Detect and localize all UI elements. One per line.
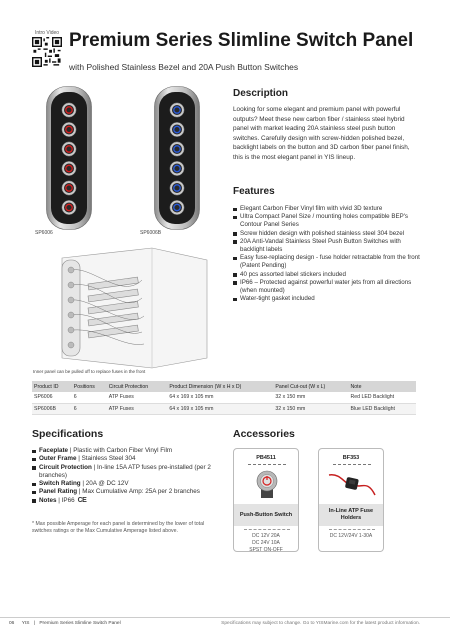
push-button-switch-icon <box>255 470 279 500</box>
feature-item: Easy fuse-replacing design - fuse holder retractable from the front (Patent Pending) <box>233 254 423 270</box>
spec-value: Stainless Steel 304 <box>81 455 136 463</box>
page-number: 06 <box>9 621 15 626</box>
footer-title: Premium Series Slimline Switch Panel <box>39 621 121 626</box>
intro-video-qr[interactable] <box>32 30 62 72</box>
features-list <box>233 205 423 303</box>
table-cell: Red LED Backlight <box>349 392 417 403</box>
spec-label: Faceplate <box>39 447 69 454</box>
footer-brand: YIS <box>21 621 30 626</box>
spec-item: Circuit Protection | In-line 15A ATP fuses pre-installed (per 2 branches) <box>32 464 222 481</box>
table-row <box>32 392 416 403</box>
table-header-row <box>32 381 416 392</box>
table-header-cell: Product Dimension (W x H x D) <box>167 381 273 392</box>
spec-item: Notes | IP66 CE <box>32 497 222 505</box>
spec-value: Max Cumulative Amp: 25A per 2 branches <box>82 488 200 496</box>
feature-item: IP66 – Protected against powerful water jets from all directions (when mounted) <box>233 279 423 295</box>
accessory-card-pushbutton[interactable] <box>233 448 299 552</box>
feature-item: Elegant Carbon Fiber Vinyl film with vivid 3D texture <box>233 205 423 213</box>
footer-bar: | <box>33 621 36 626</box>
specifications-heading: Specifications <box>32 428 104 440</box>
specifications-note: * Max possible Amperage for each panel is determined by the lower of total switches ratings or the Max Cumulative Amperage listed above. <box>32 521 205 535</box>
feature-item: Screw hidden design with polished stainless steel 304 bezel <box>233 230 423 238</box>
accessory-name: In-Line ATP Fuse Holders <box>319 504 383 526</box>
product-table <box>32 381 416 415</box>
description-text: Looking for some elegant and premium panel with powerful outputs? Meet these new carbon fiber / stainless steel hybrid panel with market leading 20A stainless steel push button switches. Carefully design with screw-hidden polished bezel, backlight labels on the button and 3D carbon fiber panel finish, this is the most elegant panel in YIS lineup. <box>233 106 410 161</box>
spec-value: 20A @ DC 12V <box>85 480 129 488</box>
accessory-spec-line: DC 12V 20A <box>252 533 280 539</box>
accessory-code: BF353 <box>342 455 360 461</box>
feature-item: 20A Anti-Vandal Stainless Steel Push Button Switches with backlight labels <box>233 238 423 254</box>
table-header-cell: Product ID <box>32 381 72 392</box>
qr-code-icon <box>32 37 62 67</box>
table-cell: 6 <box>72 392 107 403</box>
feature-item: 40 pcs assorted label stickers included <box>233 271 423 279</box>
fuse-holder-icon <box>327 469 377 499</box>
spec-value: In-line 15A ATP fuses pre-installed (per 2 branches) <box>39 463 211 479</box>
table-cell: Blue LED Backlight <box>349 403 417 414</box>
table-cell: 6 <box>72 403 107 414</box>
ce-mark: CE <box>77 496 87 504</box>
table-header-cell: Panel Cut-out (W x L) <box>273 381 348 392</box>
spec-item: Outer Frame | Stainless Steel 304 <box>32 455 222 463</box>
accessory-name: Push-Button Switch <box>234 504 298 526</box>
blue-switch-panel-image <box>154 86 200 230</box>
table-cell: ATP Fuses <box>107 392 168 403</box>
spec-label: Switch Rating <box>39 480 81 488</box>
fuse-caption: Inner panel can be pulled off to replace fuses in the front <box>33 369 146 374</box>
description-heading: Description <box>233 88 289 99</box>
accessory-spec-line: DC 12V/24V 1-30A <box>329 533 373 539</box>
spec-label: Circuit Protection <box>39 463 92 471</box>
red-switch-panel-image <box>46 86 92 230</box>
features-heading: Features <box>233 186 275 197</box>
footer-divider <box>0 617 450 618</box>
spec-label: Notes <box>39 496 57 504</box>
accessory-spec-line: SPST ON-OFF <box>249 546 283 552</box>
accessory-specs <box>234 533 298 552</box>
table-cell: 32 x 150 mm <box>273 392 348 403</box>
spec-item: Panel Rating | Max Cumulative Amp: 25A per 2 branches <box>32 488 222 496</box>
table-cell: SP6006B <box>32 403 72 414</box>
table-cell: 64 x 169 x 105 mm <box>167 392 273 403</box>
spec-value: Plastic with Carbon Fiber Vinyl Film <box>73 447 173 454</box>
page-subtitle: with Polished Stainless Bezel and 20A Push Button Switches <box>69 62 299 72</box>
footer-disclaimer: Specifications may subject to change. Go to YISMarine.com for the latest product information. <box>221 621 420 626</box>
accessory-card-fuseholder[interactable] <box>318 448 384 552</box>
table-header-cell: Positions <box>72 381 107 392</box>
table-cell: ATP Fuses <box>107 403 168 414</box>
spec-item: Switch Rating | 20A @ DC 12V <box>32 480 222 488</box>
feature-item: Water-tight gasket included <box>233 295 423 303</box>
table-cell: 32 x 150 mm <box>273 403 348 414</box>
accessory-specs <box>319 533 383 540</box>
spec-item: Faceplate | Plastic with Carbon Fiber Vinyl Film <box>32 447 222 455</box>
table-cell: 64 x 169 x 105 mm <box>167 403 273 414</box>
accessory-code: PB4511 <box>256 455 276 461</box>
accessory-spec-line: DC 24V 10A <box>252 539 280 546</box>
table-header-cell: Note <box>349 381 417 392</box>
red-panel-caption: SP6006 <box>35 230 53 236</box>
blue-panel-caption: SP6006B <box>140 230 162 236</box>
footer-left <box>9 621 121 626</box>
qr-label: Intro Video <box>34 30 60 36</box>
spec-label: Panel Rating <box>39 488 78 496</box>
accessory-code-divider <box>248 464 286 465</box>
feature-item: Ultra Compact Panel Size / mounting holes compatible BEP's Contour Panel Series <box>233 213 423 229</box>
specifications-list <box>32 447 222 505</box>
table-header-cell: Circuit Protection <box>107 381 168 392</box>
accessory-divider <box>244 529 290 530</box>
fuse-holder-illustration <box>32 240 217 370</box>
table-row <box>32 403 416 414</box>
accessory-code-divider <box>333 464 371 465</box>
spec-value: IP66 <box>61 496 75 504</box>
accessory-divider <box>329 529 375 530</box>
accessories-heading: Accessories <box>233 428 295 440</box>
table-cell: SP6006 <box>32 392 72 403</box>
page-title: Premium Series Slimline Switch Panel <box>69 30 414 51</box>
spec-label: Outer Frame <box>39 455 77 463</box>
